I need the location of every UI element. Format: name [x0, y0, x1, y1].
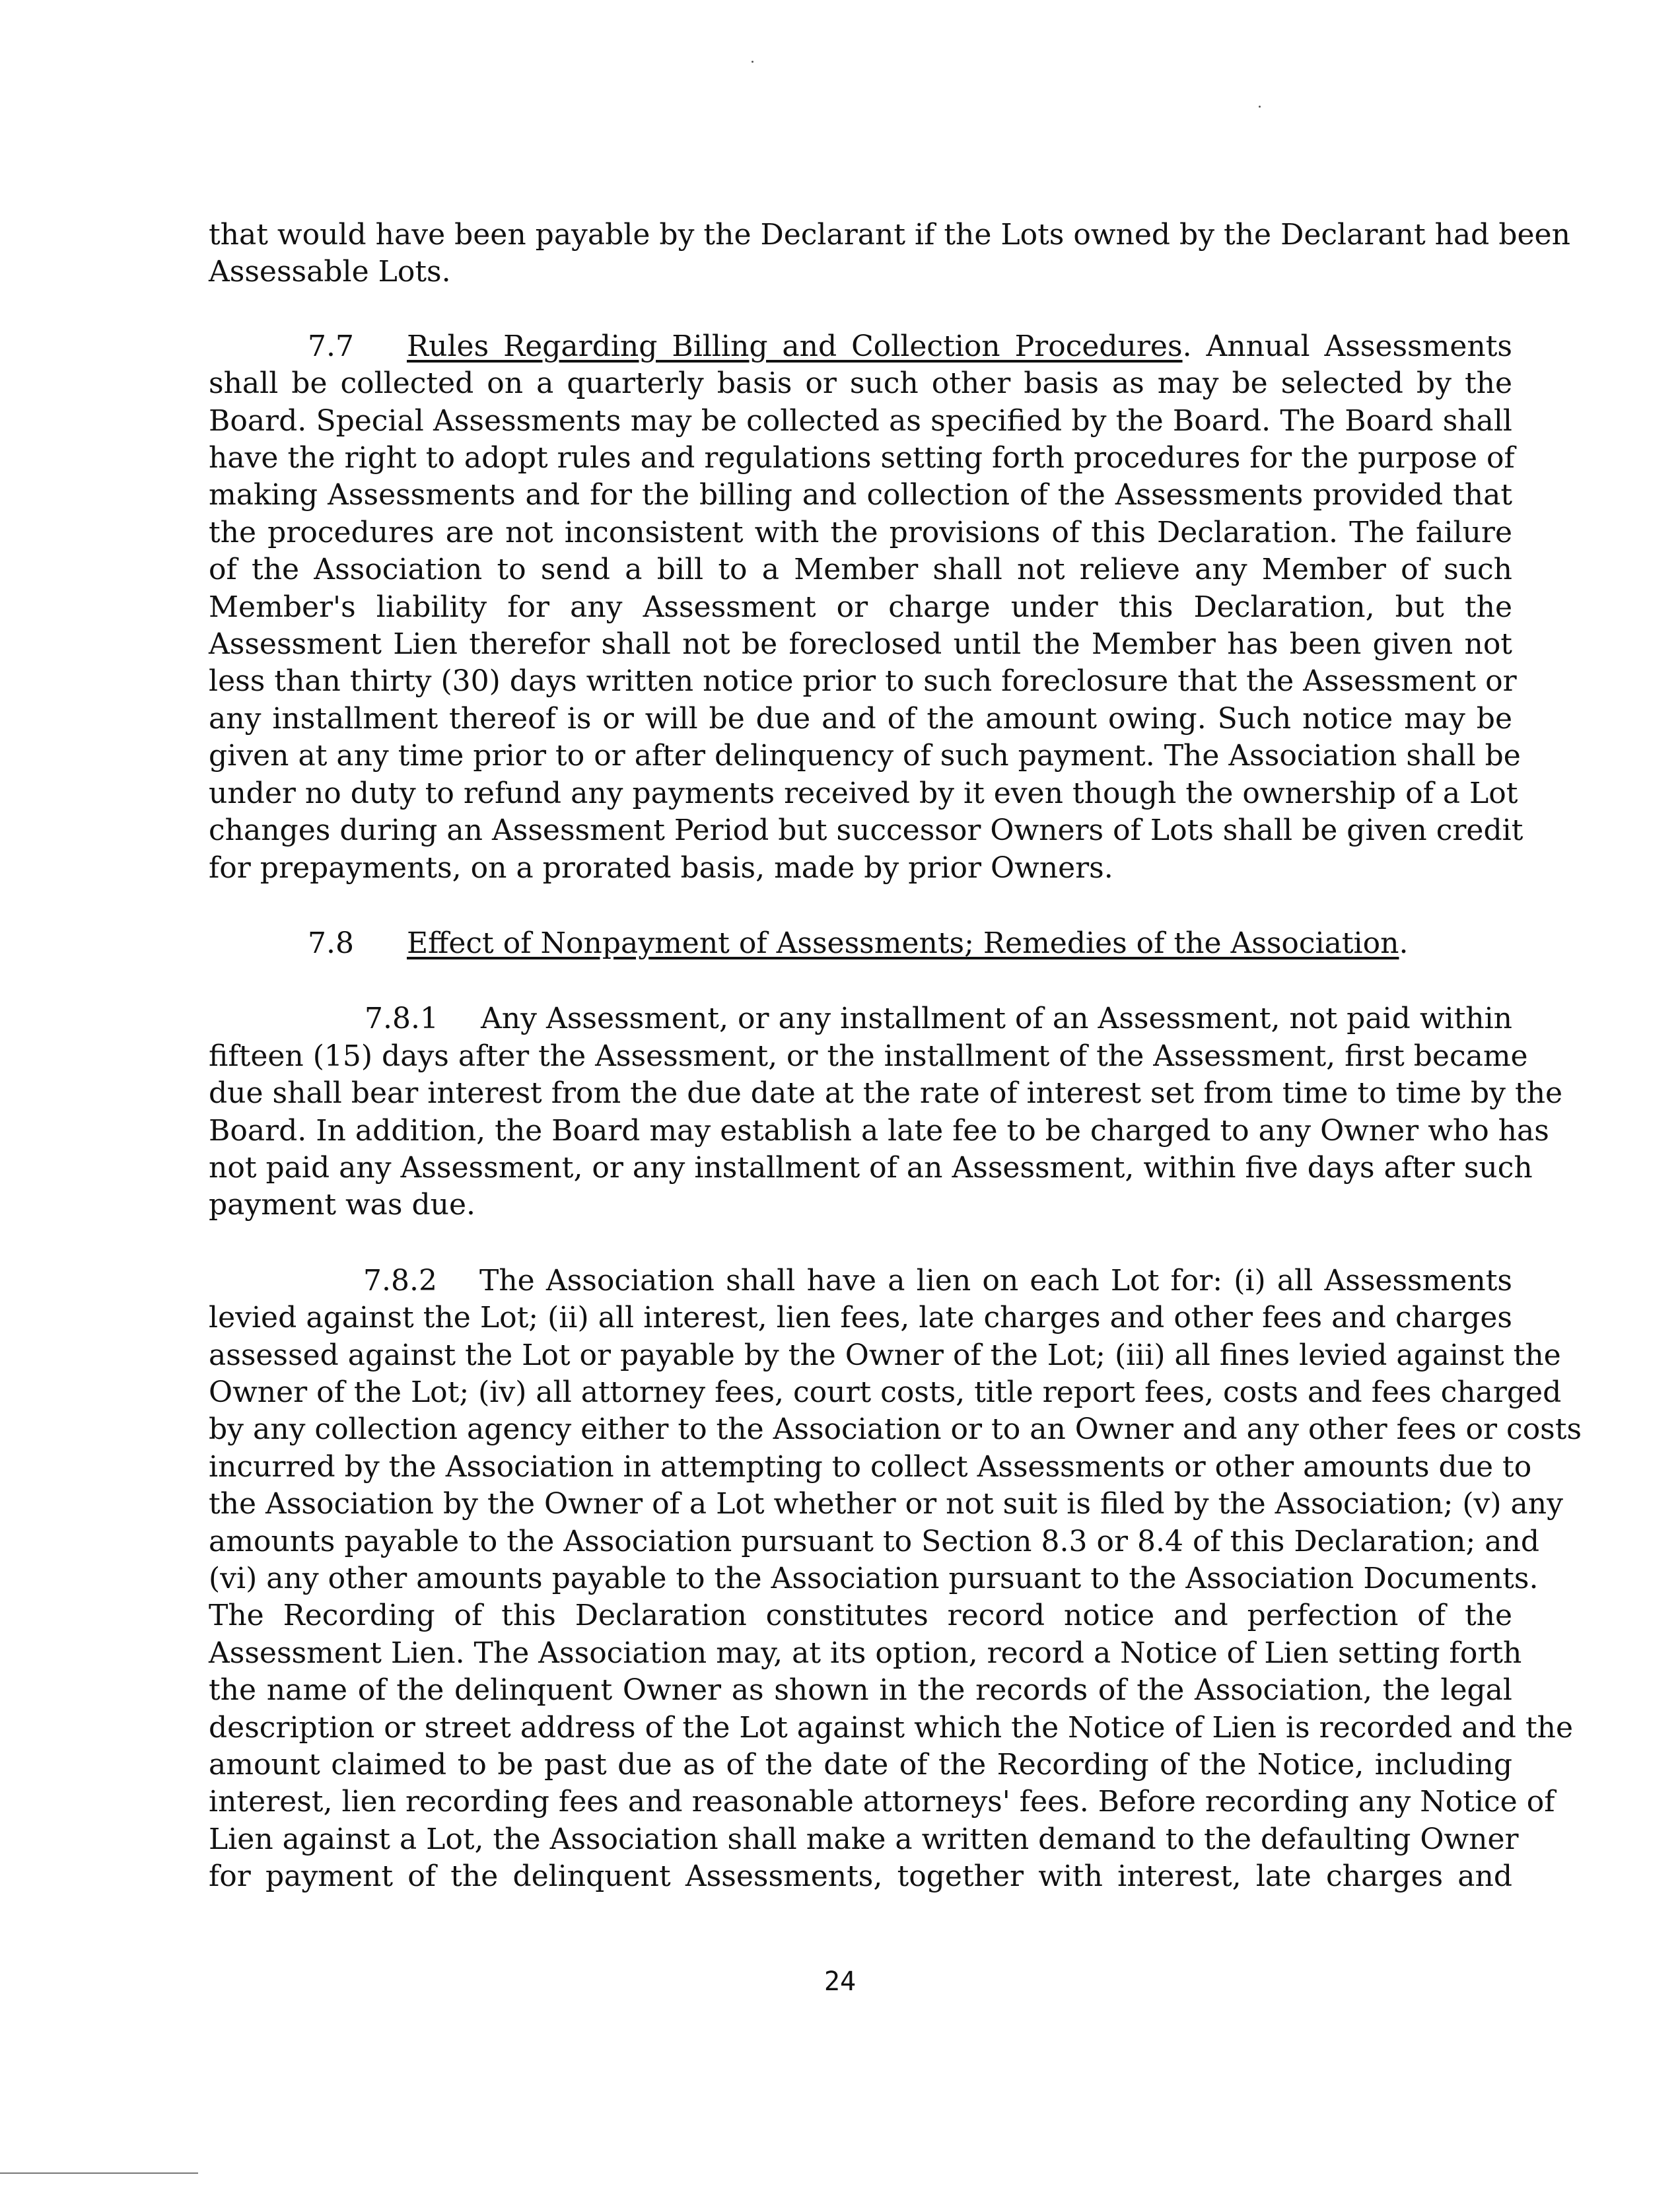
text-line: fifteen (15) days after the Assessment, or the installment of the Assessment, first became [209, 1039, 1528, 1073]
text-line: of the Association to send a bill to a Member shall not relieve any Member of such [209, 553, 1512, 587]
section-first-line-text: Any Assessment, or any installment of an Assessment, not paid within [481, 1002, 1512, 1036]
section-number: 7.8.2 [363, 1263, 437, 1298]
section-number: 7.8 [308, 926, 354, 960]
text-line: for payment of the delinquent Assessments, together with interest, late charges and [209, 1859, 1512, 1894]
text-line: Assessable Lots. [209, 255, 451, 289]
section-number: 7.7 [308, 329, 354, 363]
text-line: less than thirty (30) days written notice prior to such foreclosure that the Assessment or [209, 664, 1517, 699]
section-heading-line [209, 925, 1512, 962]
section-7-8 [209, 925, 1512, 962]
text-line: levied against the Lot; (ii) all interest, lien fees, late charges and other fees and charges [209, 1301, 1512, 1335]
paragraph-gap [209, 887, 1512, 925]
text-line: Board. In addition, the Board may establish a late fee to be charged to any Owner who has [209, 1113, 1549, 1148]
text-line: Member's liability for any Assessment or charge under this Declaration, but the [209, 590, 1512, 624]
text-line: payment was due. [209, 1188, 476, 1222]
page-number: 24 [823, 1966, 857, 1997]
text-line: for prepayments, on a prorated basis, made by prior Owners. [209, 850, 1113, 885]
document-body [209, 217, 1582, 1896]
text-line: given at any time prior to or after delinquency of such payment. The Association shall be [209, 739, 1521, 773]
section-first-line-text: . Annual Assessments [1182, 329, 1512, 363]
section-first-line [209, 1263, 1512, 1300]
paragraph-gap [209, 291, 1512, 328]
scan-edge-line [0, 2172, 198, 2174]
section-heading-trailing: . [1399, 926, 1409, 960]
section-first-line-text: The Association shall have a lien on each Lot for: (i) all Assessments [479, 1263, 1512, 1298]
section-7-7 [209, 328, 1523, 887]
text-line: assessed against the Lot or payable by the Owner of the Lot; (iii) all fines levied against the [209, 1338, 1561, 1372]
text-line: amount claimed to be past due as of the date of the Recording of the Notice, including [209, 1748, 1512, 1782]
text-line: have the right to adopt rules and regulations setting forth procedures for the purpose of [209, 441, 1515, 475]
section-first-line [209, 1000, 1512, 1037]
text-line: Owner of the Lot; (iv) all attorney fees, court costs, title report fees, costs and fees charged [209, 1375, 1562, 1409]
text-line: any installment thereof is or will be due and of the amount owing. Such notice may be [209, 701, 1512, 736]
text-line: Board. Special Assessments may be collected as specified by the Board. The Board shall [209, 403, 1512, 438]
text-line: not paid any Assessment, or any installment of an Assessment, within five days after such [209, 1150, 1533, 1185]
text-line: the procedures are not inconsistent with the provisions of this Declaration. The failure [209, 515, 1512, 549]
section-7-8-1 [209, 1000, 1563, 1224]
text-line: (vi) any other amounts payable to the Association pursuant to the Association Documents. [209, 1562, 1539, 1595]
text-line: amounts payable to the Association pursuant to Section 8.3 or 8.4 of this Declaration; and [209, 1524, 1540, 1558]
text-line: that would have been payable by the Declarant if the Lots owned by the Declarant had been [209, 218, 1570, 252]
section-heading: Effect of Nonpayment of Assessments; Remedies of the Association [407, 926, 1399, 960]
text-line: due shall bear interest from the due date at the rate of interest set from time to time by the [209, 1076, 1563, 1111]
text-line: The Recording of this Declaration constitutes record notice and perfection of the [209, 1599, 1512, 1633]
text-line: Assessment Lien therefor shall not be foreclosed until the Member has been given not [209, 627, 1512, 662]
scan-speck [1259, 106, 1261, 108]
text-line: Lien against a Lot, the Association shall make a written demand to the defaulting Owner [209, 1822, 1519, 1856]
section-heading: Rules Regarding Billing and Collection Procedures [407, 329, 1183, 363]
section-first-line [209, 328, 1512, 365]
text-line: description or street address of the Lot against which the Notice of Lien is recorded and the [209, 1710, 1574, 1745]
text-line: making Assessments and for the billing and collection of the Assessments provided that [209, 478, 1512, 512]
text-line: incurred by the Association in attempting to collect Assessments or other amounts due to [209, 1449, 1532, 1484]
text-line: Assessment Lien. The Association may, at its option, record a Notice of Lien setting forth [209, 1636, 1522, 1670]
text-line: interest, lien recording fees and reasonable attorneys' fees. Before recording any Notice of [209, 1785, 1555, 1819]
text-line: the Association by the Owner of a Lot whether or not suit is filed by the Association; (v) any [209, 1487, 1563, 1521]
section-number: 7.8.1 [365, 1002, 438, 1036]
text-line: changes during an Assessment Period but successor Owners of Lots shall be given credit [209, 814, 1523, 848]
section-7-8-2 [209, 1263, 1582, 1896]
text-line: shall be collected on a quarterly basis or such other basis as may be selected by the [209, 366, 1512, 401]
text-line: by any collection agency either to the Association or to an Owner and any other fees or costs [209, 1412, 1582, 1447]
text-line: the name of the delinquent Owner as shown in the records of the Association, the legal [209, 1673, 1512, 1708]
scan-speck [752, 61, 753, 63]
text-line: under no duty to refund any payments received by it even though the ownership of a Lot [209, 776, 1518, 810]
paragraph-gap [209, 962, 1512, 1000]
paragraph-gap [209, 1224, 1512, 1263]
continuation-paragraph [209, 217, 1570, 291]
